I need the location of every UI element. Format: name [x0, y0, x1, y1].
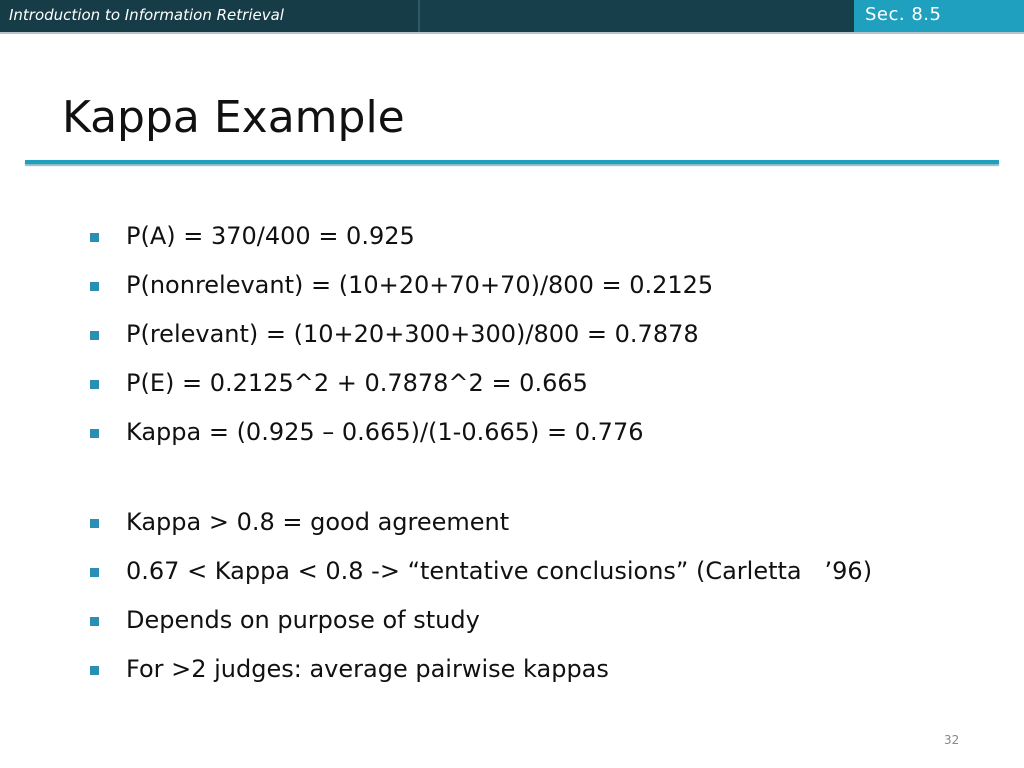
page-number: 32 [944, 733, 960, 747]
bullet-text: For >2 judges: average pairwise kappas [126, 655, 609, 683]
course-title: Introduction to Information Retrieval [9, 6, 284, 24]
square-bullet-icon [90, 666, 99, 675]
square-bullet-icon [90, 282, 99, 291]
bullet-text: Kappa > 0.8 = good agreement [126, 508, 510, 536]
bullet-text: Kappa = (0.925 – 0.665)/(1-0.665) = 0.776 [126, 418, 644, 446]
square-bullet-icon [90, 380, 99, 389]
bullet-text: P(relevant) = (10+20+300+300)/800 = 0.7878 [126, 320, 699, 348]
section-badge [854, 0, 1024, 32]
bullet-text: 0.67 < Kappa < 0.8 -> “tentative conclusions” (Carletta ’96) [126, 557, 873, 585]
square-bullet-icon [90, 617, 99, 626]
header-bar [0, 0, 1024, 34]
bullet-text: P(A) = 370/400 = 0.925 [126, 222, 415, 250]
slide-title: Kappa Example [62, 92, 405, 143]
bullet-text: P(nonrelevant) = (10+20+70+70)/800 = 0.2125 [126, 271, 714, 299]
square-bullet-icon [90, 519, 99, 528]
bullet-text: Depends on purpose of study [126, 606, 480, 634]
title-divider [25, 160, 999, 164]
square-bullet-icon [90, 429, 99, 438]
square-bullet-icon [90, 233, 99, 242]
square-bullet-icon [90, 331, 99, 340]
square-bullet-icon [90, 568, 99, 577]
header-course-panel [0, 0, 420, 32]
section-label: Sec. 8.5 [865, 4, 942, 25]
bullet-text: P(E) = 0.2125^2 + 0.7878^2 = 0.665 [126, 369, 588, 397]
